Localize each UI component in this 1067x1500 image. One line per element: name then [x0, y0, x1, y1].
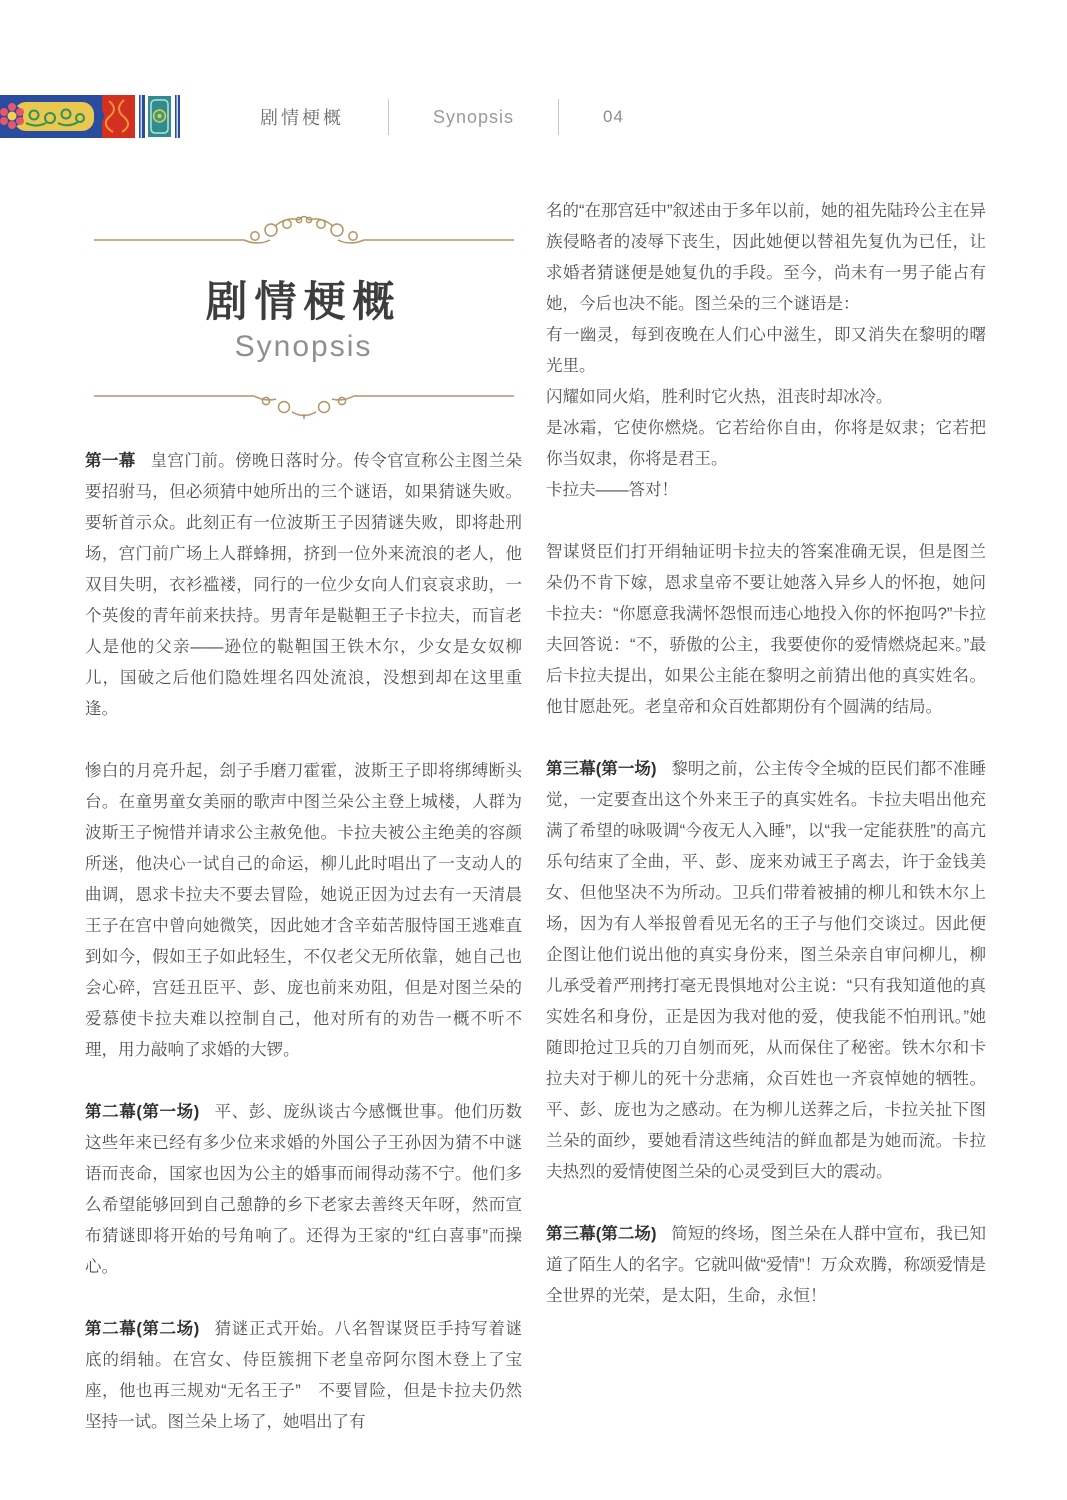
paragraph-act2-scene2-cont: [546, 196, 986, 320]
riddle-answer: [546, 475, 986, 506]
act-label: 第二幕(第二场): [85, 1320, 200, 1339]
act-label: 第二幕(第一场): [85, 1103, 200, 1122]
page-subtitle: Synopsis: [234, 330, 373, 364]
right-column: [546, 196, 986, 1343]
paragraph-text: 简短的终场，图兰朵在人群中宣布，我已知道了陌生人的名字。它就叫做“爱情”！万众欢腾，称颂爱情是全世界的光荣，是太阳，生命，永恒！: [546, 1225, 986, 1305]
paragraph-act1-cont: [85, 756, 522, 1066]
paragraph-text: 有一幽灵，每到夜晚在人们心中滋生，即又消失在黎明的曙光里。: [546, 326, 986, 375]
paragraph-act2-scene2: [85, 1314, 522, 1438]
header-divider: [388, 99, 389, 135]
left-column: [85, 212, 522, 1469]
gold-flourish-divider-top-icon: [85, 212, 522, 252]
paragraph-text: 黎明之前，公主传令全城的臣民们都不准睡觉，一定要查出这个外来王子的真实姓名。卡拉夫唱出他充满了希望的咏吸调“今夜无人入睡”，以“我一定能获胜”的高亢乐句结束了全曲，平、彭、庞来劝诫王子离去，许于金钱美女、但他坚决不为所动。卫兵们带着被捕的柳儿和铁木尔上场，因为有人举报曾看见无名的王子与他们交谈过。因此便企图让他们说出他的真实身份来，图兰朵亲自审问柳儿，柳儿承受着严刑拷打毫无畏惧地对公主说：“只有我知道他的真实姓名和身份，正是因为我对他的爱，使我能不怕刑讯。”她随即抢过卫兵的刀自刎而死，从而保住了秘密。铁木尔和卡拉夫对于柳儿的死十分悲痛，众百姓也一齐哀悼她的牺牲。平、彭、庞也为之感动。在为柳儿送葬之后，卡拉关扯下图兰朵的面纱，要她看清这些纯洁的鲜血都是为她而流。卡拉夫热烈的爱情使图兰朵的心灵受到巨大的震动。: [546, 760, 986, 1181]
act-label: 第三幕(第二场): [546, 1225, 657, 1243]
act-label: 第三幕(第一场): [546, 760, 657, 778]
paragraph-text: 惨白的月亮升起，刽子手磨刀霍霍，波斯王子即将绑缚断头台。在童男童女美丽的歌声中图兰朵公主登上城楼，人群为波斯王子惋惜并请求公主赦免他。卡拉夫被公主绝美的容颜所迷，他决心一试自己的命运，柳儿此时唱出了一支动人的曲调，恩求卡拉夫不要去冒险，她说正因为过去有一天清晨王子在宫中曾向她微笑，因此她才含辛茹苦服恃国王逃难直到如今，假如王子如此轻生，不仅老父无所依靠，她自己也会心碎，宫廷丑臣平、彭、庞也前来劝阻，但是对图兰朵的爱慕使卡拉夫难以控制自己，他对所有的劝告一概不听不理，用力敲响了求婚的大锣。: [85, 762, 522, 1060]
paragraph-text: 平、彭、庞纵谈古今感慨世事。他们历数这些年来已经有多少位来求婚的外国公子王孙因为猜不中谜语而丧命，国家也因为公主的婚事而闹得动荡不宁。他们多么希望能够回到自己憩静的乡下老家去善终天年呀，然而宣布猜谜即将开始的号角响了。还得为王家的“红白喜事”而操心。: [85, 1103, 522, 1277]
paragraph-text: 是冰霜，它使你燃烧。它若给你自由，你将是奴隶；它若把你当奴隶，你将是君王。: [546, 419, 986, 468]
paragraph-text: 皇宫门前。傍晚日落时分。传令官宣称公主图兰朵要招驸马，但必须猜中她所出的三个谜语，如果猜谜失败。要斩首示众。此刻正有一位波斯王子因猜谜失败，即将赴刑场，宫门前广场上人群蜂拥，挤到一位外来流浪的老人，他双目失明，衣衫褴褛，同行的一位少女向人们哀哀求助，一个英俊的青年前来扶持。男青年是鞑靼王子卡拉夫，而盲老人是他的父亲——逊位的鞑靼国王铁木尔，少女是女奴柳儿，国破之后他们隐姓埋名四处流浪，没想到却在这里重逢。: [85, 452, 523, 719]
paragraph-text: 名的“在那宫廷中”叙述由于多年以前，她的祖先陆玲公主在异族侵略者的凌辱下丧生，因此她便以替祖先复仇为已任，让求婚者猜谜便是她复仇的手段。至今，尚未有一男子能占有她，今后也决不能。图兰朵的三个谜语是：: [546, 202, 986, 313]
title-block: [85, 212, 522, 422]
paragraph-text: 闪耀如同火焰，胜利时它火热，沮丧时却冰冷。: [546, 388, 893, 406]
header-divider: [558, 99, 559, 135]
paragraph-text: 智谋贤臣们打开绢轴证明卡拉夫的答案准确无误，但是图兰朵仍不肯下嫁，恩求皇帝不要让她落入异乡人的怀抱，她问卡拉夫：“你愿意我满怀怨恨而违心地投入你的怀抱吗?”卡拉夫回答说：“不，骄傲的公主，我要使你的爱情燃烧起来。”最后卡拉夫提出，如果公主能在黎明之前猜出他的真实姓名。他甘愿赴死。老皇帝和众百姓都期份有个圆满的结局。: [546, 543, 986, 716]
paragraph-act3-scene1: [546, 754, 986, 1188]
riddle-line-3: [546, 413, 986, 475]
riddle-line-1: [546, 320, 986, 382]
paragraph-riddle-result: [546, 537, 986, 723]
page-title: 剧情梗概: [205, 278, 402, 325]
paragraph-act1: [85, 446, 522, 725]
paragraph-act2-scene1: [85, 1097, 522, 1283]
paragraph-act3-scene2: [546, 1219, 986, 1312]
header-title-en: Synopsis: [433, 106, 515, 127]
act-label: 第一幕: [85, 452, 136, 471]
riddle-line-2: [546, 382, 986, 413]
ornamental-border-band-icon: [0, 95, 180, 138]
header-title-zh: 剧情梗概: [260, 108, 344, 128]
gold-flourish-divider-bottom-icon: [85, 388, 522, 422]
page-header: [260, 97, 624, 137]
page-number: 04: [603, 107, 624, 126]
paragraph-text: 卡拉夫——答对！: [546, 481, 678, 499]
paragraph-text: 猜谜正式开始。八名智谋贤臣手持写着谜底的绢轴。在宫女、侍臣簇拥下老皇帝阿尔图木登上了宝座，他也再三规劝“无名王子” 不要冒险，但是卡拉夫仍然坚持一试。图兰朵上场了，她唱出了有: [85, 1320, 522, 1432]
